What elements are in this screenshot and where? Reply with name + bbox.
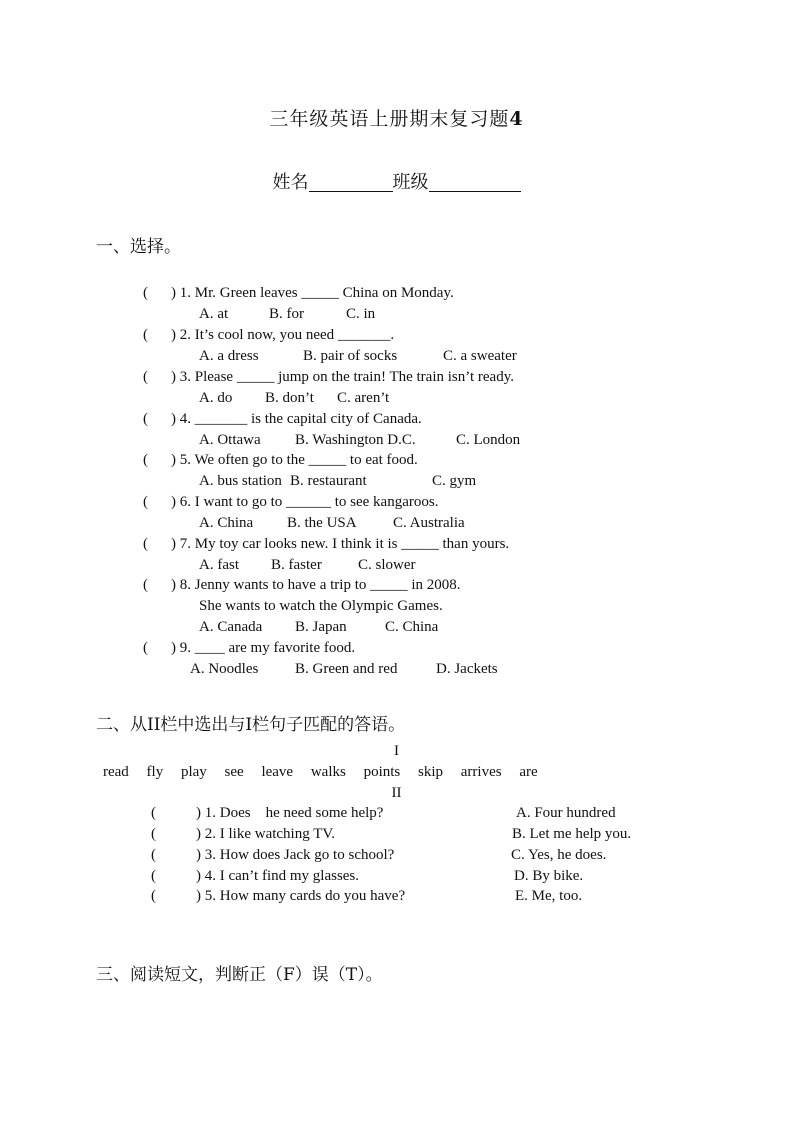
answer-paren[interactable]: ( — [143, 285, 148, 301]
answer-option: A. Canada — [199, 619, 263, 635]
answer-option: B. Washington D.C. — [295, 432, 416, 448]
question-text: ) 6. I want to go to ______ to see kangaroos. — [171, 494, 439, 510]
answer-option: A. at — [199, 306, 229, 322]
section-3-heading: 三、阅读短文，判断正（F）误（T）。 — [96, 965, 383, 985]
word-bank: read fly play see leave walks points skip arrives are — [103, 764, 538, 780]
match-question: ) 3. How does Jack go to school? — [196, 847, 395, 863]
answer-option: A. bus station — [199, 473, 282, 489]
page-title: 三年级英语上册期末复习题4 — [269, 108, 524, 130]
match-paren[interactable]: ( — [151, 888, 156, 904]
name-label: 姓名 — [272, 172, 309, 193]
match-paren[interactable]: ( — [151, 805, 156, 821]
answer-paren[interactable]: ( — [143, 577, 148, 593]
answer-paren[interactable]: ( — [143, 369, 148, 385]
match-question: ) 5. How many cards do you have? — [196, 888, 406, 904]
answer-option: C. London — [456, 432, 521, 448]
answer-option: A. a dress — [199, 348, 259, 364]
answer-option: A. Noodles — [190, 661, 259, 677]
answer-paren[interactable]: ( — [143, 327, 148, 343]
class-blank[interactable] — [429, 171, 521, 192]
question-text: ) 1. Mr. Green leaves _____ China on Monday. — [171, 285, 454, 301]
answer-option: B. don’t — [265, 390, 314, 406]
question-text: ) 3. Please _____ jump on the train! The train isn’t ready. — [171, 369, 514, 385]
answer-paren[interactable]: ( — [143, 452, 148, 468]
question-text: ) 4. _______ is the capital city of Canada. — [171, 411, 422, 427]
question-text: ) 9. ____ are my favorite food. — [171, 640, 356, 656]
answer-option: C. a sweater — [443, 348, 517, 364]
answer-option: B. the USA — [287, 515, 357, 531]
match-answer: E. Me, too. — [515, 888, 583, 904]
name-blank[interactable] — [309, 171, 393, 192]
answer-paren[interactable]: ( — [143, 411, 148, 427]
answer-option: A. China — [199, 515, 254, 531]
answer-option: B. for — [269, 306, 304, 322]
answer-option: C. gym — [432, 473, 477, 489]
answer-option: B. Green and red — [295, 661, 398, 677]
answer-option: C. China — [385, 619, 439, 635]
answer-option: C. in — [346, 306, 376, 322]
section-2-heading: 二、从II栏中选出与I栏句子匹配的答语。 — [96, 715, 406, 735]
match-answer: A. Four hundred — [516, 805, 616, 821]
answer-option: A. Ottawa — [199, 432, 261, 448]
answer-option: C. slower — [358, 557, 416, 573]
match-answer: C. Yes, he does. — [511, 847, 607, 863]
name-class-line — [0, 168, 793, 194]
answer-option: A. fast — [199, 557, 239, 573]
match-question: ) 1. Does he need some help? — [196, 805, 384, 821]
match-paren[interactable]: ( — [151, 847, 156, 863]
section-1-heading: 一、选择。 — [96, 237, 181, 257]
match-paren[interactable]: ( — [151, 826, 156, 842]
column-2-label: II — [391, 785, 402, 801]
question-text: ) 8. Jenny wants to have a trip to _____ in 2008. — [171, 577, 461, 593]
class-label: 班级 — [392, 172, 429, 193]
answer-paren[interactable]: ( — [143, 536, 148, 552]
answer-option: C. Australia — [393, 515, 465, 531]
answer-option: A. do — [199, 390, 233, 406]
question-text: ) 5. We often go to the _____ to eat food. — [171, 452, 418, 468]
answer-option: B. pair of socks — [303, 348, 398, 364]
answer-paren[interactable]: ( — [143, 640, 148, 656]
match-question: ) 4. I can’t find my glasses. — [196, 868, 360, 884]
question-text: ) 2. It’s cool now, you need _______. — [171, 327, 395, 343]
title-number: 4 — [509, 108, 524, 130]
match-paren[interactable]: ( — [151, 868, 156, 884]
answer-paren[interactable]: ( — [143, 494, 148, 510]
question-text: ) 7. My toy car looks new. I think it is _____ than yours. — [171, 536, 510, 552]
match-question: ) 2. I like watching TV. — [196, 826, 336, 842]
match-answer: D. By bike. — [514, 868, 584, 884]
answer-option: B. Japan — [295, 619, 347, 635]
answer-option: B. restaurant — [290, 473, 367, 489]
answer-option: C. aren’t — [337, 390, 390, 406]
question-extra-text: She wants to watch the Olympic Games. — [199, 598, 443, 614]
answer-option: D. Jackets — [436, 661, 498, 677]
answer-option: B. faster — [271, 557, 322, 573]
match-answer: B. Let me help you. — [512, 826, 632, 842]
column-1-label: I — [394, 743, 399, 759]
